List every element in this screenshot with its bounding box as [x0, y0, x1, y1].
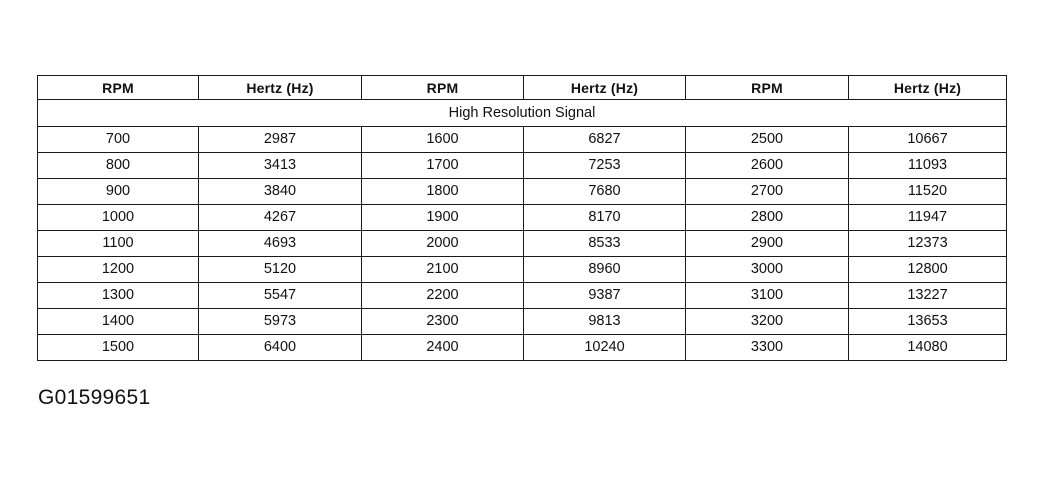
table-row — [38, 153, 1007, 179]
rpm-cell: 2200 — [362, 283, 524, 309]
hertz-cell: 8960 — [524, 257, 686, 283]
rpm-cell: 900 — [38, 179, 199, 205]
hertz-cell: 8533 — [524, 231, 686, 257]
rpm-cell: 700 — [38, 127, 199, 153]
rpm-cell: 1500 — [38, 335, 199, 361]
rpm-cell: 1800 — [362, 179, 524, 205]
hertz-cell: 10240 — [524, 335, 686, 361]
hertz-cell: 9813 — [524, 309, 686, 335]
hertz-cell: 11947 — [849, 205, 1007, 231]
hertz-cell: 2987 — [199, 127, 362, 153]
rpm-cell: 2300 — [362, 309, 524, 335]
hertz-cell: 6400 — [199, 335, 362, 361]
header-hertz-1: Hertz (Hz) — [199, 76, 362, 100]
hertz-cell: 11093 — [849, 153, 1007, 179]
table-row — [38, 335, 1007, 361]
hertz-cell: 14080 — [849, 335, 1007, 361]
hertz-cell: 13653 — [849, 309, 1007, 335]
hertz-cell: 8170 — [524, 205, 686, 231]
hertz-cell: 7253 — [524, 153, 686, 179]
rpm-cell: 1400 — [38, 309, 199, 335]
section-row — [38, 100, 1007, 127]
table-row — [38, 205, 1007, 231]
rpm-cell: 2900 — [686, 231, 849, 257]
rpm-cell: 2800 — [686, 205, 849, 231]
rpm-cell: 2500 — [686, 127, 849, 153]
table-row — [38, 257, 1007, 283]
table-row — [38, 231, 1007, 257]
rpm-cell: 1000 — [38, 205, 199, 231]
rpm-cell: 2700 — [686, 179, 849, 205]
header-hertz-2: Hertz (Hz) — [524, 76, 686, 100]
hertz-cell: 6827 — [524, 127, 686, 153]
table-row — [38, 127, 1007, 153]
hertz-cell: 5120 — [199, 257, 362, 283]
rpm-cell: 3200 — [686, 309, 849, 335]
hertz-cell: 12373 — [849, 231, 1007, 257]
hertz-cell: 11520 — [849, 179, 1007, 205]
rpm-cell: 800 — [38, 153, 199, 179]
table-row — [38, 179, 1007, 205]
header-rpm-2: RPM — [362, 76, 524, 100]
rpm-cell: 1100 — [38, 231, 199, 257]
rpm-cell: 2600 — [686, 153, 849, 179]
rpm-cell: 3000 — [686, 257, 849, 283]
rpm-cell: 2400 — [362, 335, 524, 361]
hertz-cell: 3413 — [199, 153, 362, 179]
figure-id: G01599651 — [38, 386, 151, 409]
hertz-cell: 7680 — [524, 179, 686, 205]
rpm-cell: 2100 — [362, 257, 524, 283]
rpm-cell: 2000 — [362, 231, 524, 257]
hertz-cell: 12800 — [849, 257, 1007, 283]
rpm-cell: 1200 — [38, 257, 199, 283]
table-row — [38, 283, 1007, 309]
rpm-cell: 1300 — [38, 283, 199, 309]
header-rpm-1: RPM — [38, 76, 199, 100]
table-body — [38, 100, 1007, 361]
hertz-cell: 5547 — [199, 283, 362, 309]
header-row — [38, 76, 1007, 100]
hertz-cell: 10667 — [849, 127, 1007, 153]
header-hertz-3: Hertz (Hz) — [849, 76, 1007, 100]
hertz-cell: 4693 — [199, 231, 362, 257]
rpm-cell: 1700 — [362, 153, 524, 179]
rpm-cell: 1900 — [362, 205, 524, 231]
rpm-cell: 3100 — [686, 283, 849, 309]
hertz-cell: 3840 — [199, 179, 362, 205]
rpm-cell: 1600 — [362, 127, 524, 153]
hertz-cell: 13227 — [849, 283, 1007, 309]
rpm-hertz-table — [37, 75, 1007, 361]
hertz-cell: 4267 — [199, 205, 362, 231]
hertz-cell: 5973 — [199, 309, 362, 335]
table-row — [38, 309, 1007, 335]
header-rpm-3: RPM — [686, 76, 849, 100]
section-title: High Resolution Signal — [38, 100, 1007, 127]
hertz-cell: 9387 — [524, 283, 686, 309]
rpm-cell: 3300 — [686, 335, 849, 361]
